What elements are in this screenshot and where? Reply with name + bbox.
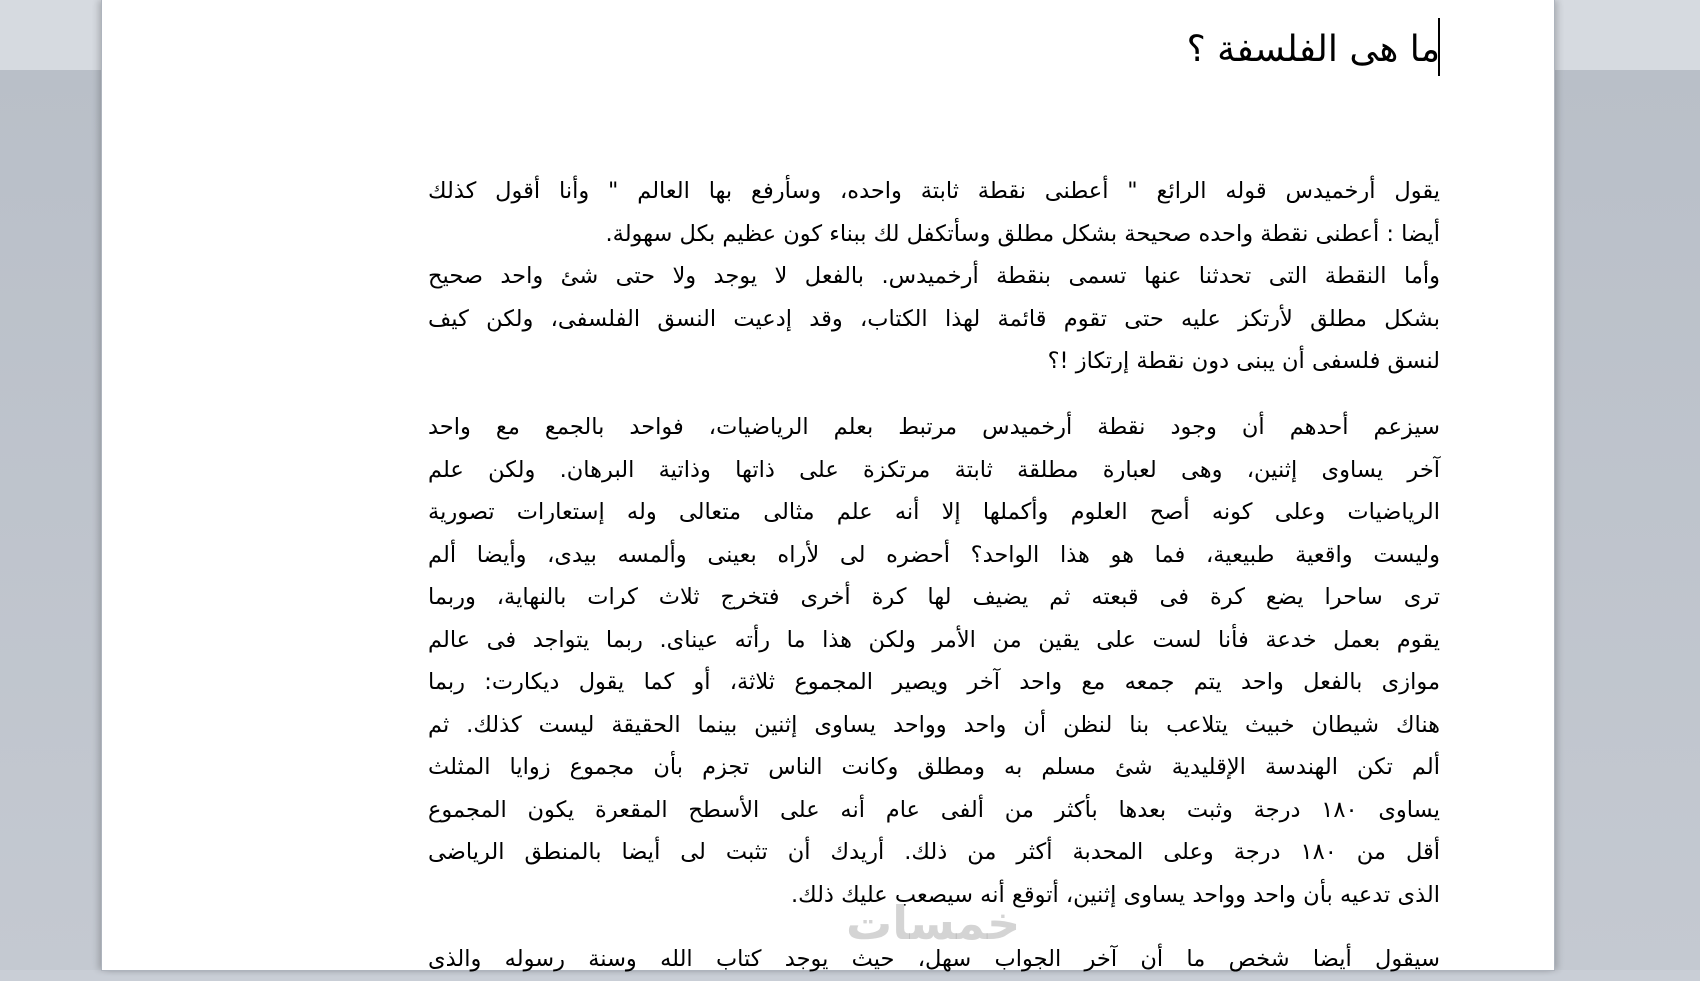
paragraph-line: ألم تكن الهندسة الإقليدية شئ مسلم به ومطلق وكانت الناس تجزم بأن مجموع زوايا المثلث bbox=[428, 754, 1440, 780]
paragraph-line: آخر يساوى إثنين، وهى لعبارة مطلقة ثابتة مرتكزة على ذاتها وذاتية البرهان. ولكن علم bbox=[428, 456, 1440, 483]
paragraph-2 bbox=[428, 406, 1440, 916]
paragraph-line: هناك شيطان خبيث يتلاعب بنا لنظن أن واحد وواحد يساوى إثنين بينما الحقيقة ليست كذلك. ثم bbox=[428, 711, 1440, 738]
paragraph-line: ترى ساحرا يضع كرة فى قبعته ثم يضيف لها كرة أخرى فتخرج ثلاث كرات بالنهاية، وربما bbox=[428, 584, 1440, 610]
paragraph-line: سيقول أيضا شخص ما أن آخر الجواب سهل، حيث يوجد كتاب الله وسنة رسوله والذى bbox=[428, 946, 1440, 972]
paragraph-line: بشكل مطلق لأرتكز عليه حتى تقوم قائمة لهذا الكتاب، وقد إدعيت النسق الفلسفى، ولكن كيف bbox=[428, 305, 1440, 332]
paragraph-line: الذى تدعيه بأن واحد وواحد يساوى إثنين، أتوقع أنه سيصعب عليك ذلك. bbox=[790, 881, 1440, 908]
paragraph-line: أيضا : أعطنى نقطة واحده صحيحة بشكل مطلق وسأتكفل لك ببناء كون عظيم بكل سهولة. bbox=[605, 220, 1440, 247]
paragraph-line: موازى بالفعل واحد يتم جمعه مع واحد آخر ويصير المجموع ثلاثة، أو كما يقول ديكارت: ربما bbox=[428, 669, 1440, 695]
document-content[interactable] bbox=[428, 0, 1440, 970]
paragraph-1 bbox=[428, 170, 1440, 383]
paragraph-line: يساوى ١٨٠ درجة وثبت بعدها بأكثر من ألفى عام أنه على الأسطح المقعرة يكون المجموع bbox=[428, 796, 1440, 823]
paragraph-line: وليست واقعية طبيعية، فما هو هذا الواحد؟ أحضره لى لأراه بعينى وألمسه بيدى، وأيضا ألم bbox=[428, 541, 1440, 568]
paragraph-line: لنسق فلسفى أن يبنى دون نقطة إرتكاز !؟ bbox=[1047, 348, 1440, 374]
paragraph-line: يقول أرخميدس قوله الرائع " أعطنى نقطة ثابتة واحده، وسأرفع بها العالم " وأنا أقول كذلك bbox=[428, 178, 1440, 204]
paragraph-line: وأما النقطة التى تحدثنا عنها تسمى بنقطة أرخميدس. بالفعل لا يوجد ولا حتى شئ واحد صحيح bbox=[428, 263, 1440, 289]
document-page[interactable] bbox=[102, 0, 1554, 970]
document-title: ما هى الفلسفة ؟ bbox=[1186, 29, 1440, 70]
paragraph-line: الرياضيات وعلى كونه أصح العلوم وأكملها إلا أنه علم مثالى متعالى وله إستعارات تصورية bbox=[428, 499, 1440, 525]
paragraph-line: سيزعم أحدهم أن وجود نقطة أرخميدس مرتبط بعلم الرياضيات، فواحد بالجمع مع واحد bbox=[428, 414, 1440, 440]
paragraph-line: أقل من ١٨٠ درجة وعلى المحدبة أكثر من ذلك. أريدك أن تثبت لى أيضا بالمنطق الرياضى bbox=[428, 839, 1440, 865]
paragraph-line: يقوم بعمل خدعة فأنا لست على يقين من الأمر ولكن هذا ما رأته عيناى. ربما يتواجد فى عالم bbox=[428, 626, 1440, 653]
watermark-logo: خمسات bbox=[846, 896, 1021, 950]
